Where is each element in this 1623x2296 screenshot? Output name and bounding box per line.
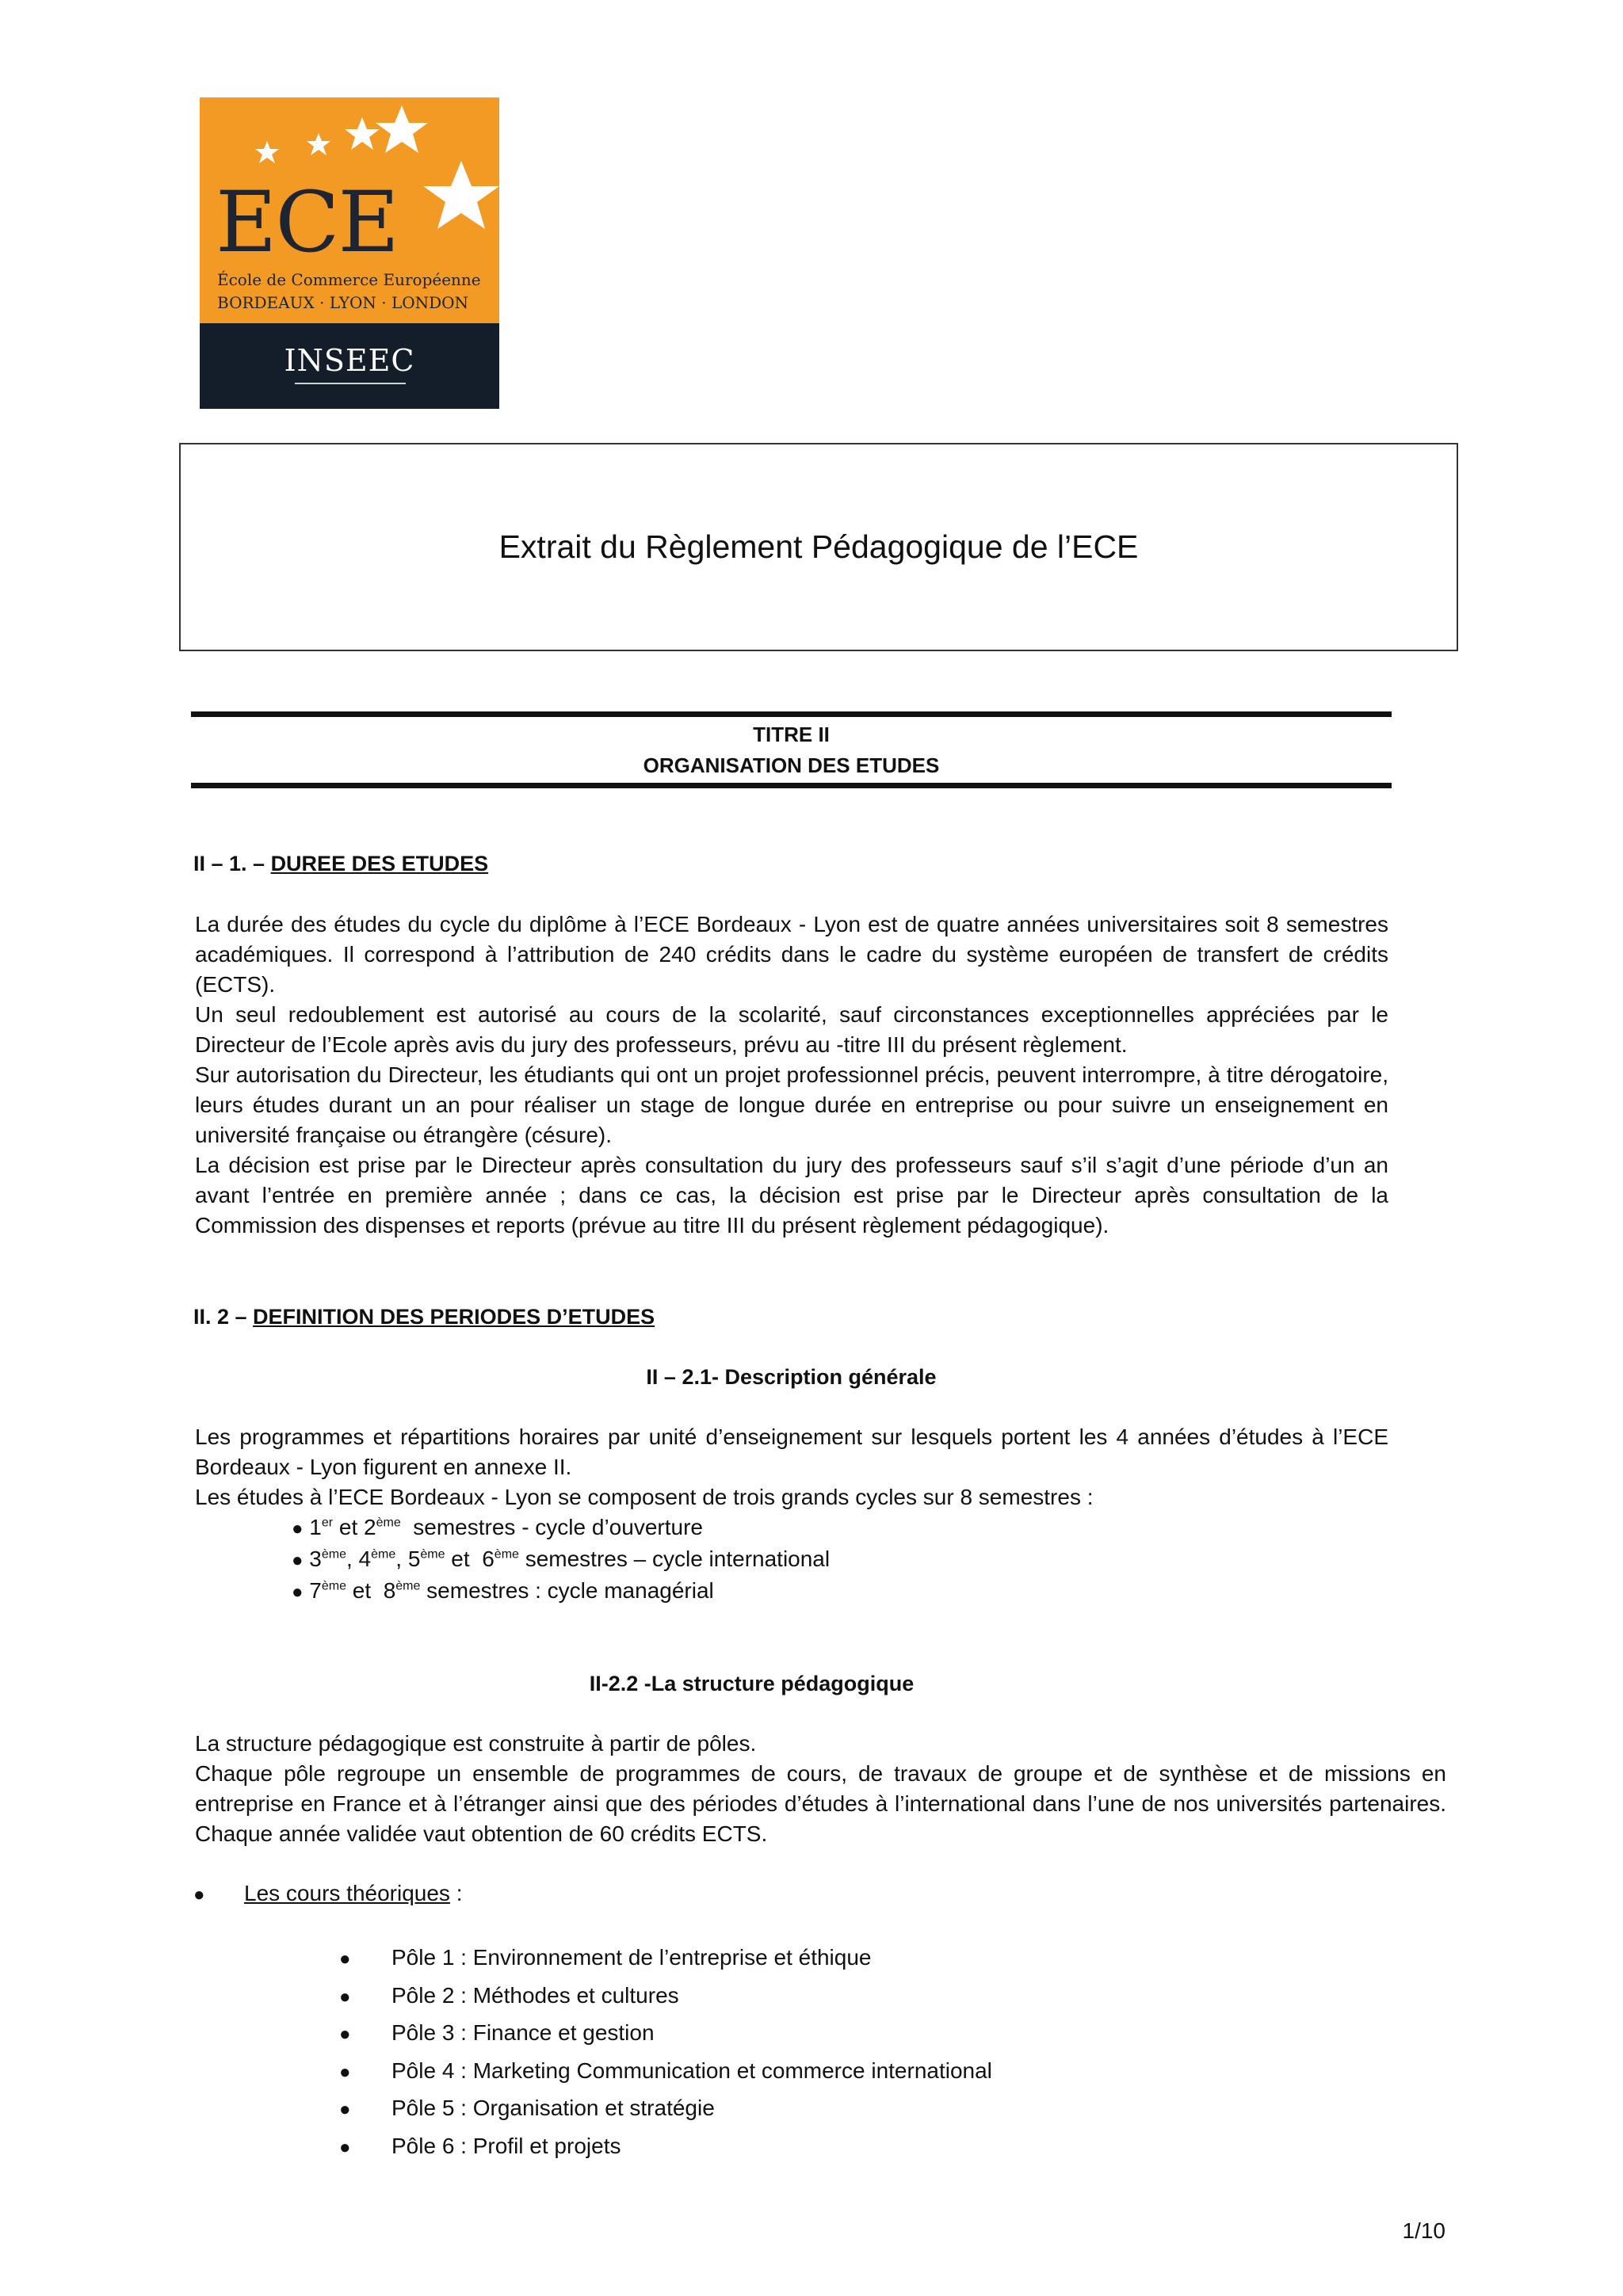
section-1-paragraph: La durée des études du cycle du diplôme à l’ECE Bordeaux - Lyon est de quatre années universitaires soit 8 semestres académiques. Il correspond à l’attribution de 240 crédits dans le cadre du système européen de transfert de crédits (ECTS).	[195, 912, 1388, 997]
logo-subtitle-2: BORDEAUX · LYON · LONDON	[217, 293, 469, 312]
document-title: Extrait du Règlement Pédagogique de l’ECE	[498, 528, 1139, 565]
cycle-item-1: ● 1er et 2ème semestres - cycle d’ouverture	[292, 1515, 703, 1539]
pole-item-1: ● Pôle 1 : Environnement de l’entreprise et éthique	[339, 1939, 992, 1978]
pole-item-2: ● Pôle 2 : Méthodes et cultures	[339, 1978, 992, 2016]
logo-inseec-swoosh	[295, 383, 406, 384]
subsection-2-2-paragraph: Chaque pôle regroupe un ensemble de programmes de cours, de travaux de groupe et de synthèse et de missions en entreprise en France et à l’étranger ainsi que des périodes d’études à l’international dans l’une de nos universités partenaires. Chaque année validée vaut obtention de 60 crédits ECTS.	[195, 1761, 1446, 1846]
section-1-title: DUREE DES ETUDES	[270, 852, 489, 875]
ece-logo	[200, 97, 499, 409]
subsection-2-1-body	[195, 1422, 1388, 1512]
bullet-icon: ●	[339, 2136, 351, 2158]
section-2-number: II. 2 –	[193, 1305, 254, 1329]
subsection-2-2-body	[195, 1729, 1446, 1849]
section-2-heading	[193, 1305, 655, 1329]
subsection-2-1-paragraph: Les études à l’ECE Bordeaux - Lyon se composent de trois grands cycles sur 8 semestres :	[195, 1485, 1094, 1509]
section-2-title: DEFINITION DES PERIODES D’ETUDES	[253, 1305, 655, 1329]
logo-ece-text: ECE	[216, 174, 398, 271]
pole-item-5: ● Pôle 5 : Organisation et stratégie	[339, 2090, 992, 2128]
page-number: 1/10	[1402, 2218, 1445, 2243]
pole-item-3: ● Pôle 3 : Finance et gestion	[339, 2015, 992, 2053]
bullet-icon: ●	[339, 2023, 351, 2045]
section-1-number: II – 1. –	[193, 852, 271, 875]
titre-line-1: TITRE II	[753, 723, 830, 746]
cycle-item-2: ● 3ème, 4ème, 5ème et 6ème semestres – cycle international	[292, 1547, 831, 1571]
subsection-2-1-paragraph: Les programmes et répartitions horaires par unité d’enseignement sur lesquels portent les 4 années d’études à l’ECE Bordeaux - Lyon figurent en annexe II.	[195, 1425, 1388, 1479]
bullet-icon: ●	[292, 1518, 304, 1539]
section-1-paragraph: Un seul redoublement est autorisé au cours de la scolarité, sauf circonstances exceptionnelles appréciées par le Directeur de l’Ecole après avis du jury des professeurs, prévu au -titre III du présent règlement.	[195, 1002, 1388, 1057]
logo-inseec-text: INSEEC	[284, 343, 415, 378]
titre-line-2: ORGANISATION DES ETUDES	[643, 753, 940, 777]
section-1-paragraph: La décision est prise par le Directeur après consultation du jury des professeurs sauf s’il s’agit d’une période d’un an avant l’entrée en première année ; dans ce cas, la décision est prise par le Directeur après consultation de la Commission des dispenses et reports (prévue au titre III du présent règlement pédagogique).	[195, 1153, 1388, 1238]
titre-top-rule	[191, 711, 1392, 717]
document-title-box	[179, 443, 1458, 651]
bullet-icon: ●	[292, 1550, 304, 1571]
section-1-heading	[193, 852, 488, 876]
subsection-2-2-title: II-2.2 -La structure pédagogique	[589, 1672, 915, 1695]
courses-heading: ● Les cours théoriques :	[193, 1878, 463, 1910]
section-1-body	[195, 910, 1388, 1241]
bullet-icon: ●	[339, 2099, 351, 2120]
section-1-paragraph: Sur autorisation du Directeur, les étudiants qui ont un projet professionnel précis, peuvent interrompre, à titre dérogatoire, leurs études durant un an pour réaliser un stage de longue durée en entreprise ou pour suivre un enseignement en université française ou étrangère (césure).	[195, 1062, 1388, 1147]
bullet-icon: ●	[292, 1581, 304, 1603]
titre-bottom-rule	[191, 783, 1392, 788]
bullet-icon: ●	[339, 1985, 351, 2008]
pole-list	[339, 1939, 992, 2165]
pole-item-6: ● Pôle 6 : Profil et projets	[339, 2128, 992, 2166]
bullet-icon: ●	[339, 2061, 351, 2083]
cycle-list	[292, 1512, 830, 1608]
cycle-item-3: ● 7ème et 8ème semestres : cycle managérial	[292, 1578, 714, 1603]
courses-label: Les cours théoriques	[244, 1881, 450, 1905]
subsection-2-1-title: II – 2.1- Description générale	[646, 1365, 937, 1389]
logo-subtitle-1: École de Commerce Européenne	[217, 270, 481, 289]
pole-item-4: ● Pôle 4 : Marketing Communication et commerce international	[339, 2053, 992, 2091]
bullet-icon: ●	[339, 1948, 351, 1970]
subsection-2-2-paragraph: La structure pédagogique est construite à partir de pôles.	[195, 1731, 757, 1756]
bullet-icon: ●	[193, 1884, 205, 1905]
